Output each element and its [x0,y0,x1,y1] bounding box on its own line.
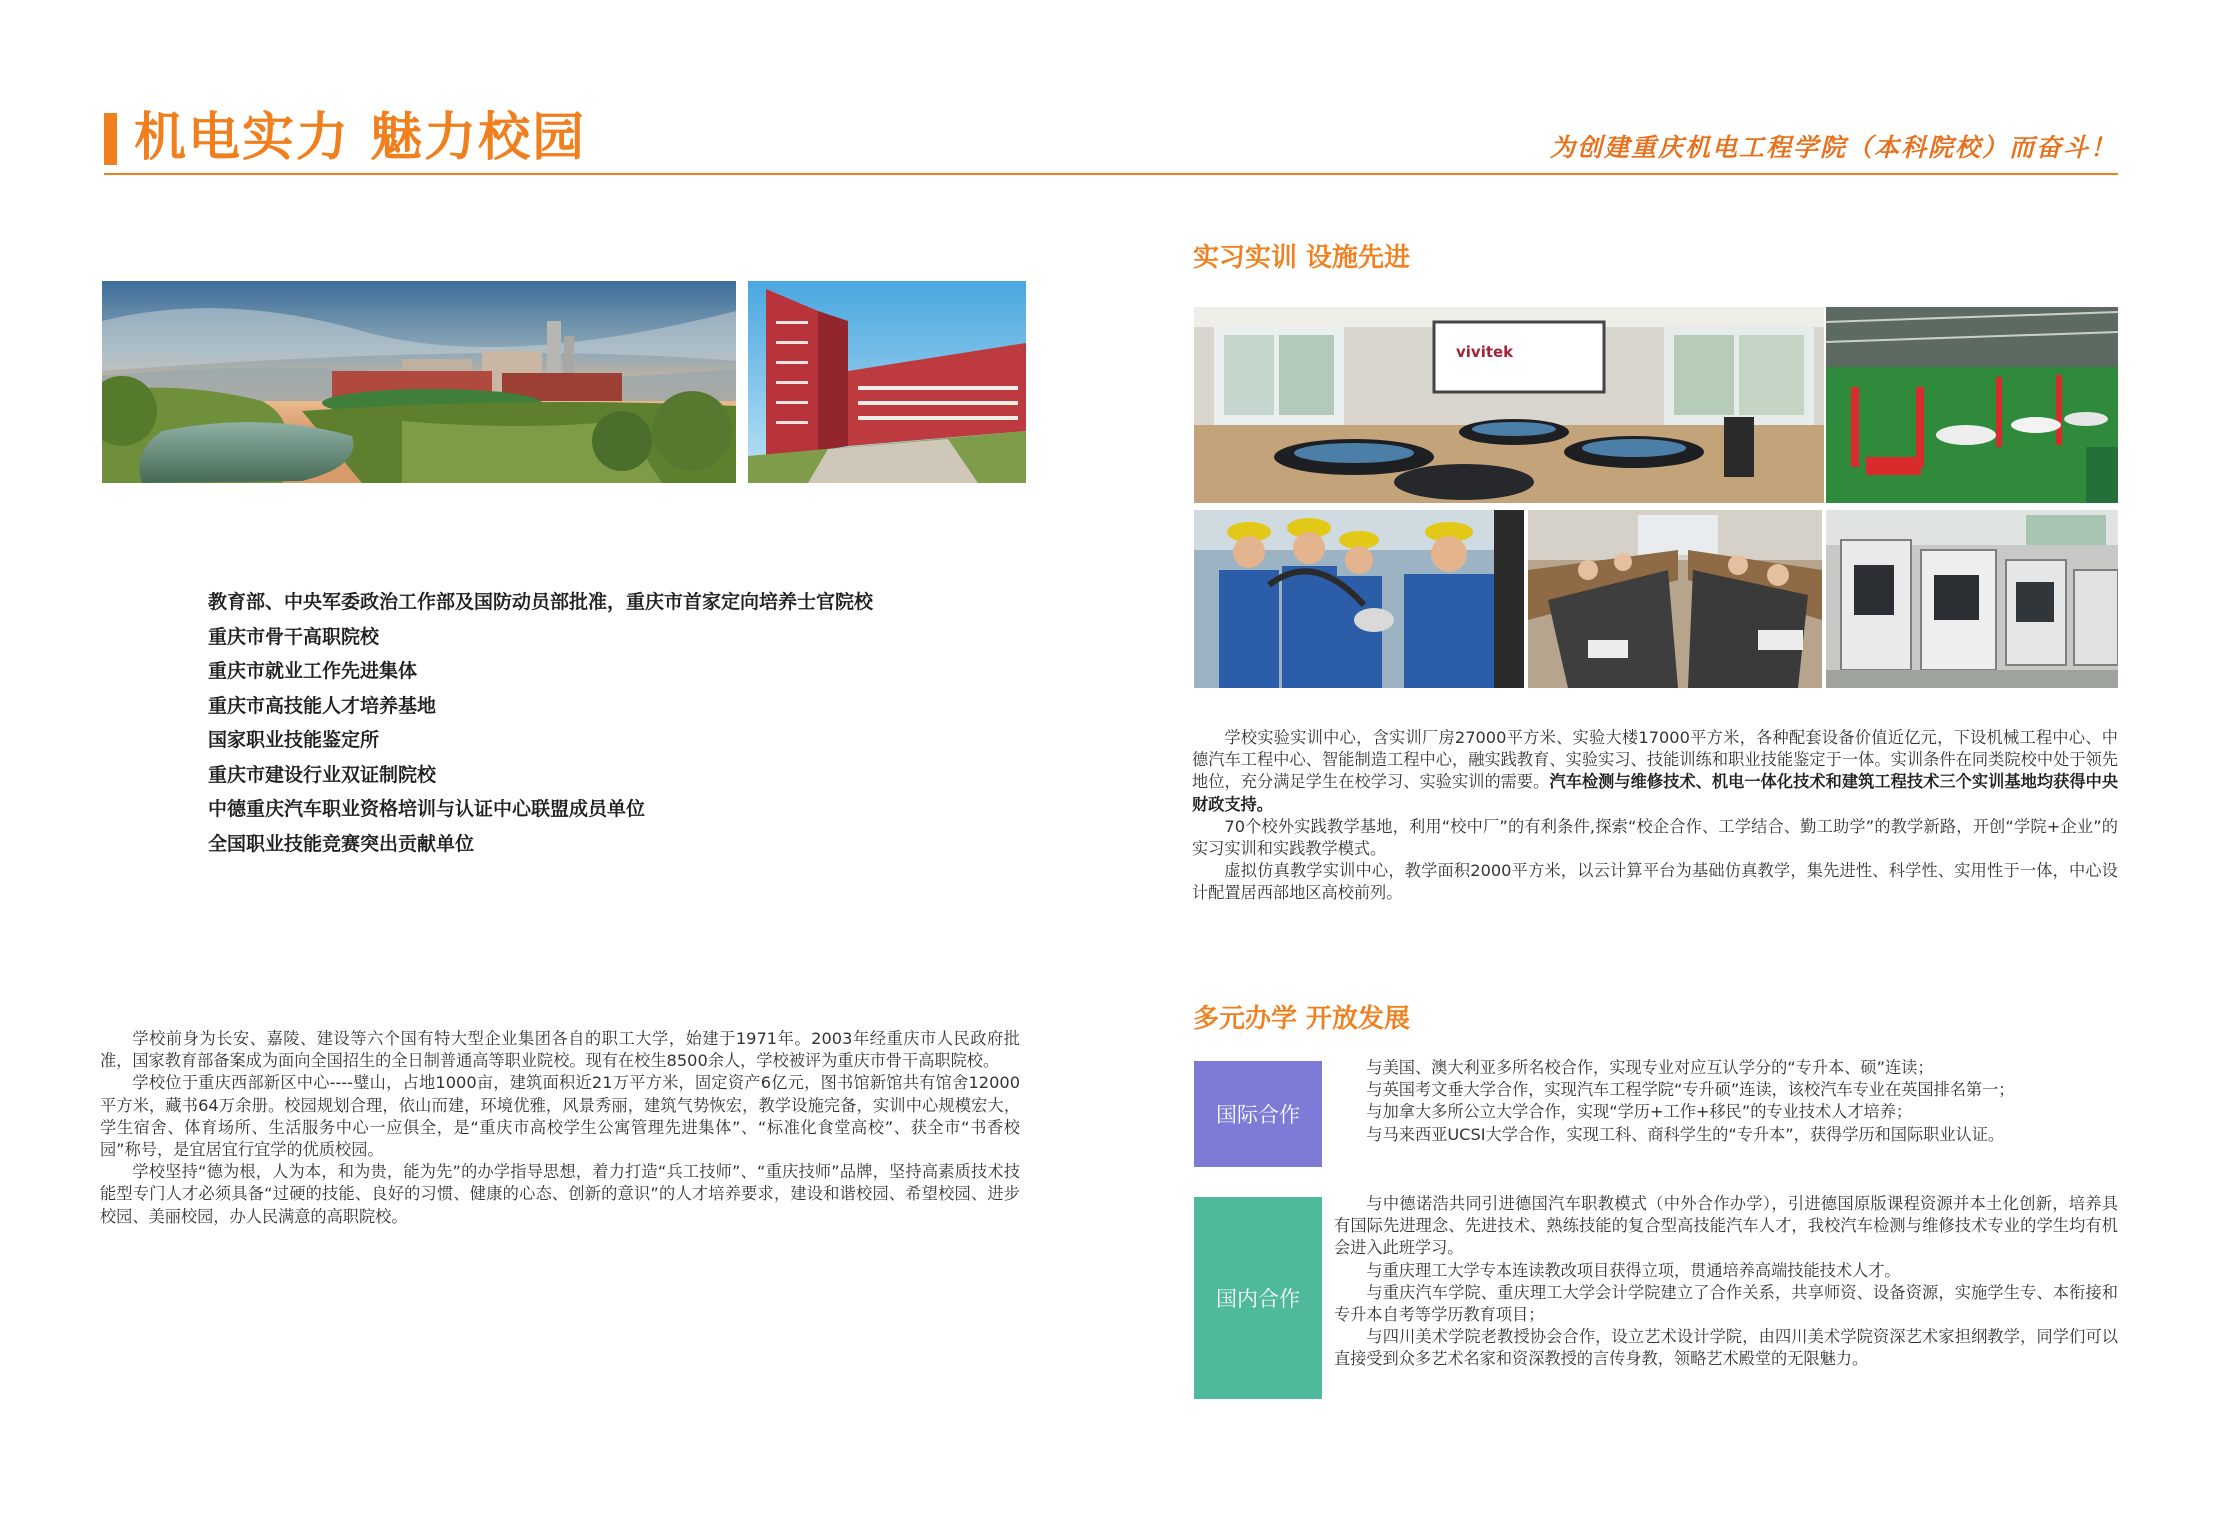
honor-item: 全国职业技能竞赛突出贡献单位 [208,832,475,855]
vivitek-logo-text: vivitek [1456,343,1514,361]
domestic-cooperation-label: 国内合作 [1194,1197,1322,1399]
coop-paragraph: 与重庆理工大学专本连读教改项目获得立项，贯通培养高端技能技术人才。 [1366,1260,1901,1280]
intro-paragraph: 学校位于重庆西部新区中心----璧山，占地1000亩，建筑面积近21万平方米，固定资产6亿元，图书馆新馆共有馆舍12000平方米，藏书64万余册。校园规划合理，依山而建，环境优雅，风景秀丽，建筑气势恢宏，教学设施完备，实训中心规模宏大，学生宿舍、体育场所、生活服务中心一应俱全，是“重庆市高校学生公寓管理先进集体”、“标准化食堂高校”、获全市“书香校园”称号，是宜居宜行宜学的优质校园。 [100,1073,1020,1160]
cooperation-heading: 多元办学 开放发展 [1193,1004,1411,1034]
international-cooperation-text [1334,1057,2118,1146]
coop-line: 与加拿大多所公立大学合作，实现“学历+工作+移民”的专业技术人才培养； [1366,1102,1913,1122]
honor-item: 教育部、中央军委政治工作部及国防动员部批准，重庆市首家定向培养士官院校 [208,591,874,613]
facility-description [1192,727,2118,905]
computer-lab-photo [1528,510,1822,688]
coop-paragraph: 与四川美术学院老教授协会合作，设立艺术设计学院，由四川美术学院资深艺术家担纲教学，同学们可以直接受到众多艺术名家和资深教授的言传身教，领略艺术殿堂的无限魅力。 [1334,1327,2118,1369]
international-cooperation-label: 国际合作 [1194,1061,1322,1167]
red-building-photo [748,281,1026,483]
facility-paragraph: 70个校外实践教学基地，利用“校中厂”的有利条件,探索“校企合作、工学结合、勤工助学”的教学新路，开创“学院+企业”的实习实训和实践教学模式。 [1192,816,2118,859]
classroom-photo [1194,307,1824,503]
honor-item: 重庆市骨干高职院校 [208,625,380,648]
facility-highlight: 汽车检测与维修技术、机电一体化技术和建筑工程技术三个实训基地均获得中央财政支持。 [1192,772,2119,814]
facility-text: 学校实验实训中心，含实训厂房27000平方米、实验大楼17000平方米，各种配套设备价值近亿元，下设机械工程中心、中德汽车工程中心、智能制造工程中心，融实践教育、实验实习、技能训练和职业技能鉴定于一体。实训条件在同类院校中处于领先地位，充分满足学生在校学习、实验实训的需要。 [1192,728,2118,792]
cnc-machines-photo [1826,510,2118,688]
honor-item: 国家职业技能鉴定所 [208,729,380,751]
coop-line: 与英国考文垂大学合作，实现汽车工程学院“专升硕”连读，该校汽车专业在英国排名第一； [1366,1080,2015,1100]
coop-paragraph: 与重庆汽车学院、重庆理工大学会计学院建立了合作关系，共享师资、设备资源，实施学生专、本衔接和专升本自考等学历教育项目； [1334,1282,2118,1325]
page-title: 机电实力 魅力校园 [134,108,587,168]
honor-item: 重庆市就业工作先进集体 [208,660,418,682]
coop-line: 与马来西亚UCSI大学合作，实现工科、商科学生的“专升本”，获得学历和国际职业认证。 [1366,1124,2005,1144]
coop-line: 与美国、澳大利亚多所名校合作，实现专业对应互认学分的“专升本、硕”连读； [1366,1058,1934,1077]
header-divider [104,173,2118,175]
school-intro [100,1028,1020,1228]
domestic-cooperation-text [1334,1193,2118,1371]
intro-paragraph: 学校前身为长安、嘉陵、建设等六个国有特大型企业集团各自的职工大学，始建于1971年。2003年经重庆市人民政府批准，国家教育部备案成为面向全国招生的全日制普通高等职业院校。现有在校生8500余人，学校被评为重庆市骨干高职院校。 [100,1029,1020,1071]
welding-training-photo [1194,510,1524,688]
facility-paragraph [1192,727,2118,816]
campus-panorama-photo [102,281,736,483]
title-accent-bar [104,113,117,165]
page-slogan: 为创建重庆机电工程学院（本科院校）而奋斗！ [1549,133,2117,162]
intro-paragraph: 学校坚持“德为根，人为本，和为贵，能为先”的办学指导思想，着力打造“兵工技师”、“重庆技师”品牌，坚持高素质技术技能型专门人才必须具备“过硬的技能、良好的习惯、健康的心态、创新的意识”的人才培养要求，建设和谐校园、希望校园、进步校园、美丽校园，办人民满意的高职院校。 [100,1162,1020,1226]
honors-list [208,588,908,864]
facility-heading: 实习实训 设施先进 [1193,243,1411,273]
honor-item: 重庆市高技能人才培养基地 [208,694,437,717]
coop-paragraph: 与中德诺浩共同引进德国汽车职教模式（中外合作办学），引进德国原版课程资源并本土化创新，培养具有国际先进理念、先进技术、熟练技能的复合型高技能汽车人才，我校汽车检测与维修技术专业的学生均有机会进入此班学习。 [1334,1194,2118,1258]
auto-workshop-photo [1826,307,2118,503]
facility-paragraph: 虚拟仿真教学实训中心，教学面积2000平方米，以云计算平台为基础仿真教学，集先进性、科学性、实用性于一体，中心设计配置居西部地区高校前列。 [1192,861,2118,903]
honor-item: 重庆市建设行业双证制院校 [208,763,437,786]
honor-item: 中德重庆汽车职业资格培训与认证中心联盟成员单位 [208,798,646,820]
